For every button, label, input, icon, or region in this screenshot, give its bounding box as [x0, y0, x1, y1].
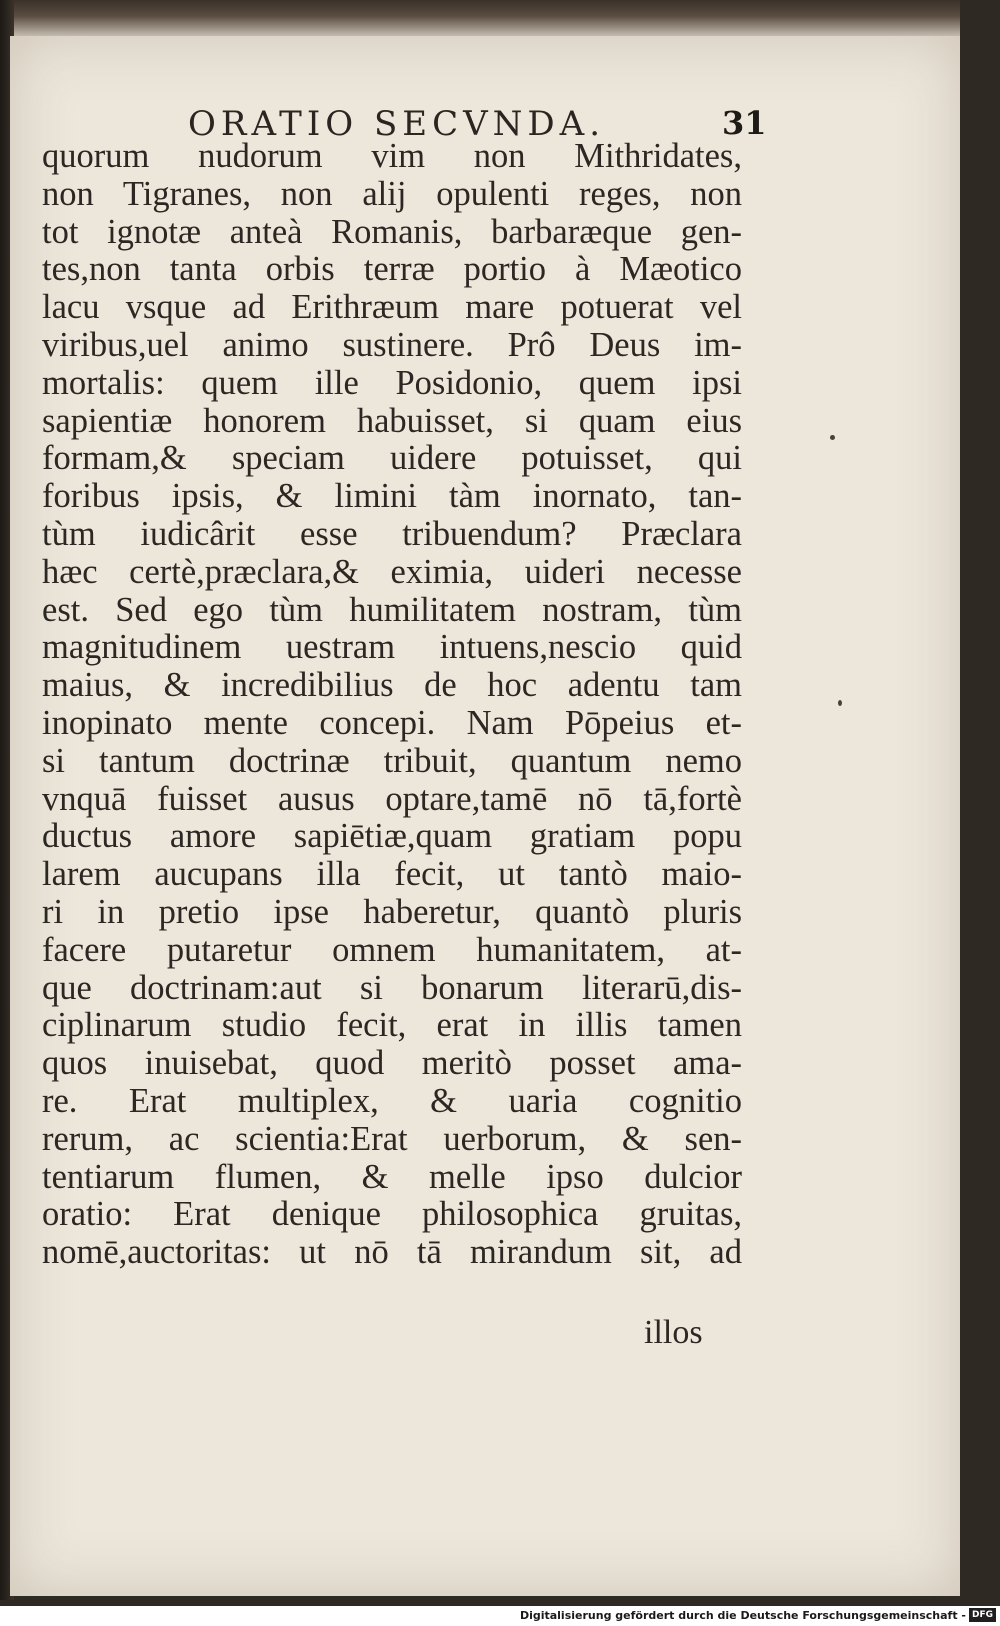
- text-line: nomē,auctoritas: ut nō tā mirandum sit, ad: [42, 1233, 742, 1272]
- text-line: si tantum doctrinæ tribuit, quantum nemo: [42, 741, 742, 780]
- text-line: est. Sed ego tùm humilitatem nostram, tùm: [42, 590, 742, 629]
- text-line: que doctrinam:aut si bonarum literarū,dis-: [42, 968, 742, 1007]
- text-line: rerum, ac scientia:Erat uerborum, & sen-: [42, 1119, 742, 1158]
- text-line: mortalis: quem ille Posidonio, quem ipsi: [42, 363, 742, 402]
- body-text: [42, 138, 742, 1272]
- text-line: foribus ipsis, & limini tàm inornato, tan-: [42, 477, 742, 516]
- text-line: ciplinarum studio fecit, erat in illis tamen: [42, 1006, 742, 1045]
- text-line: tes,non tanta orbis terræ portio à Mæotico: [42, 250, 742, 289]
- text-line: larem aucupans illa fecit, ut tantò maio-: [42, 855, 742, 894]
- text-line: magnitudinem uestram intuens,nescio quid: [42, 628, 742, 667]
- page-top-edge: [10, 0, 960, 40]
- page-number: 31: [722, 104, 767, 142]
- running-head: ORATIO SECVNDA.: [188, 104, 606, 144]
- text-line: hæc certè,præclara,& eximia, uideri necesse: [42, 552, 742, 591]
- text-line: quorum nudorum vim non Mithridates,: [42, 137, 742, 175]
- text-line: non Tigranes, non alij opulenti reges, non: [42, 174, 742, 213]
- dfg-logo: DFG: [969, 1608, 996, 1622]
- paper-speck: [830, 435, 835, 440]
- text-line: oratio: Erat denique philosophica gruitas,: [42, 1195, 742, 1234]
- text-line: tot ignotæ anteà Romanis, barbaræque gen-: [42, 212, 742, 251]
- text-line: lacu vsque ad Erithræum mare potuerat vel: [42, 288, 742, 327]
- text-line: re. Erat multiplex, & uaria cognitio: [42, 1081, 742, 1120]
- text-line: viribus,uel animo sustinere. Prô Deus im-: [42, 325, 742, 364]
- catchword: illos: [644, 1314, 703, 1351]
- text-line: ri in pretio ipse haberetur, quantò pluris: [42, 892, 742, 931]
- text-line: tentiarum flumen, & melle ipso dulcior: [42, 1157, 742, 1196]
- text-line: quos inuisebat, quod meritò posset ama-: [42, 1044, 742, 1083]
- text-line: inopinato mente concepi. Nam Pōpeius et-: [42, 703, 742, 742]
- text-line: ductus amore sapiētiæ,quam gratiam popu: [42, 817, 742, 856]
- text-line: facere putaretur omnem humanitatem, at-: [42, 930, 742, 969]
- paper-speck: [838, 700, 842, 706]
- text-line: formam,& speciam uidere potuisset, qui: [42, 439, 742, 478]
- text-line: tùm iudicârit esse tribuendum? Præclara: [42, 514, 742, 553]
- text-line: sapientiæ honorem habuisset, si quam eius: [42, 401, 742, 440]
- text-line: maius, & incredibilius de hoc adentu tam: [42, 666, 742, 705]
- funding-credit: Digitalisierung gefördert durch die Deutsche Forschungsgemeinschaft -: [519, 1609, 966, 1622]
- text-line: vnquā fuisset ausus optare,tamē nō tā,fortè: [42, 779, 742, 818]
